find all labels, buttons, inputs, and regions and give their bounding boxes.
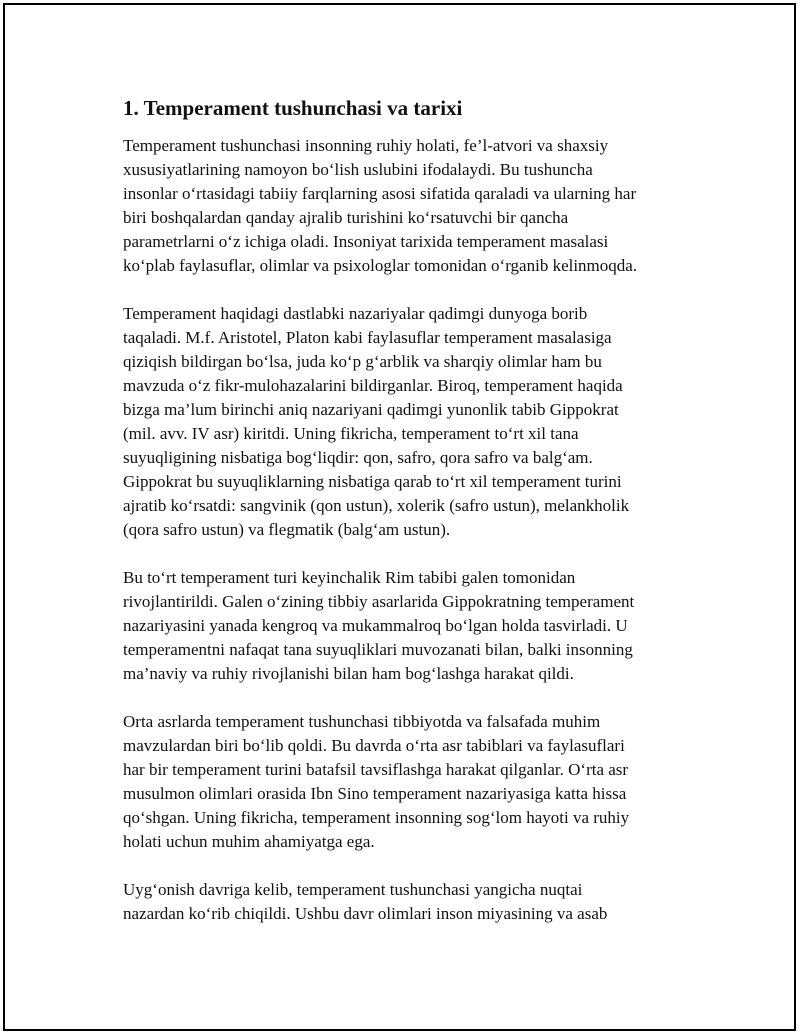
text-line: nazariyasini yanada kengroq va mukammalroq bo‘lgan holda tasvirladi. U xyxy=(123,616,628,635)
text-line: Temperament tushunchasi insonning ruhiy holati, fe’l-atvori va shaxsiy xyxy=(123,136,609,155)
paragraph-5 xyxy=(123,878,679,926)
paragraph-2 xyxy=(123,302,679,542)
text-line: nazardan ko‘rib chiqildi. Ushbu davr olimlari inson miyasining va asab xyxy=(123,904,608,923)
text-line: xususiyatlarining namoyon bo‘lish uslubini ifodalaydi. Bu tushuncha xyxy=(123,160,593,179)
text-line: parametrlarni o‘z ichiga oladi. Insoniyat tarixida temperament masalasi xyxy=(123,232,609,251)
text-line: Orta asrlarda temperament tushunchasi tibbiyotda va falsafada muhim xyxy=(123,712,601,731)
text-line: suyuqligining nisbatiga bog‘liqdir: qon, safro, qora safro va balg‘am. xyxy=(123,448,593,467)
page-frame xyxy=(3,3,796,1031)
text-line: taqaladi. M.f. Aristotel, Platon kabi faylasuflar temperament masalasiga xyxy=(123,328,612,347)
text-line: ajratib ko‘rsatdi: sangvinik (qon ustun), xolerik (safro ustun), melankholik xyxy=(123,496,630,515)
text-line: insonlar o‘rtasidagi tabiiy farqlarning asosi sifatida qaraladi va ularning har xyxy=(123,184,637,203)
text-line: biri boshqalardan qanday ajralib turishini ko‘rsatuvchi bir qancha xyxy=(123,208,569,227)
text-line: Temperament haqidagi dastlabki nazariyalar qadimgi dunyoga borib xyxy=(123,304,588,323)
paragraph-3 xyxy=(123,566,679,686)
paragraph-1 xyxy=(123,134,679,278)
text-line: mavzulardan biri bo‘lib qoldi. Bu davrda o‘rta asr tabiblari va faylasuflari xyxy=(123,736,625,755)
document-body xyxy=(119,95,679,950)
text-line: ko‘plab faylasuflar, olimlar va psixologlar tomonidan o‘rganib kelinmoqda. xyxy=(123,256,638,275)
text-line: Uyg‘onish davriga kelib, temperament tushunchasi yangicha nuqtai xyxy=(123,880,583,899)
text-line: holati uchun muhim ahamiyatga ega. xyxy=(123,832,375,851)
text-line: qiziqish bildirgan bo‘lsa, juda ko‘p g‘arblik va sharqiy olimlar ham bu xyxy=(123,352,602,371)
text-line: har bir temperament turini batafsil tavsiflashga harakat qilganlar. O‘rta asr xyxy=(123,760,629,779)
paragraph-4 xyxy=(123,710,679,854)
text-line: mavzuda o‘z fikr-mulohazalarini bildirganlar. Biroq, temperament haqida xyxy=(123,376,623,395)
section-heading: 1. Temperament tushuпchasi va tarixi xyxy=(123,96,463,120)
text-line: (mil. avv. IV asr) kiritdi. Uning fikricha, temperament to‘rt xil tana xyxy=(123,424,579,443)
text-line: musulmon olimlari orasida Ibn Sino temperament nazariyasiga katta hissa xyxy=(123,784,627,803)
text-line: Gippokrat bu suyuqliklarning nisbatiga qarab to‘rt xil temperament turini xyxy=(123,472,622,491)
text-line: Bu to‘rt temperament turi keyinchalik Rim tabibi galen tomonidan xyxy=(123,568,576,587)
text-line: qo‘shgan. Uning fikricha, temperament insonning sog‘lom hayoti va ruhiy xyxy=(123,808,630,827)
text-line: temperamentni nafaqat tana suyuqliklari muvozanati bilan, balki insonning xyxy=(123,640,633,659)
text-line: (qora safro ustun) va flegmatik (balg‘am ustun). xyxy=(123,520,451,539)
text-line: bizga ma’lum birinchi aniq nazariyani qadimgi yunonlik tabib Gippokrat xyxy=(123,400,619,419)
text-line: ma’naviy va ruhiy rivojlanishi bilan ham bog‘lashga harakat qildi. xyxy=(123,664,574,683)
text-line: rivojlantirildi. Galen o‘zining tibbiy asarlarida Gippokratning temperament xyxy=(123,592,635,611)
